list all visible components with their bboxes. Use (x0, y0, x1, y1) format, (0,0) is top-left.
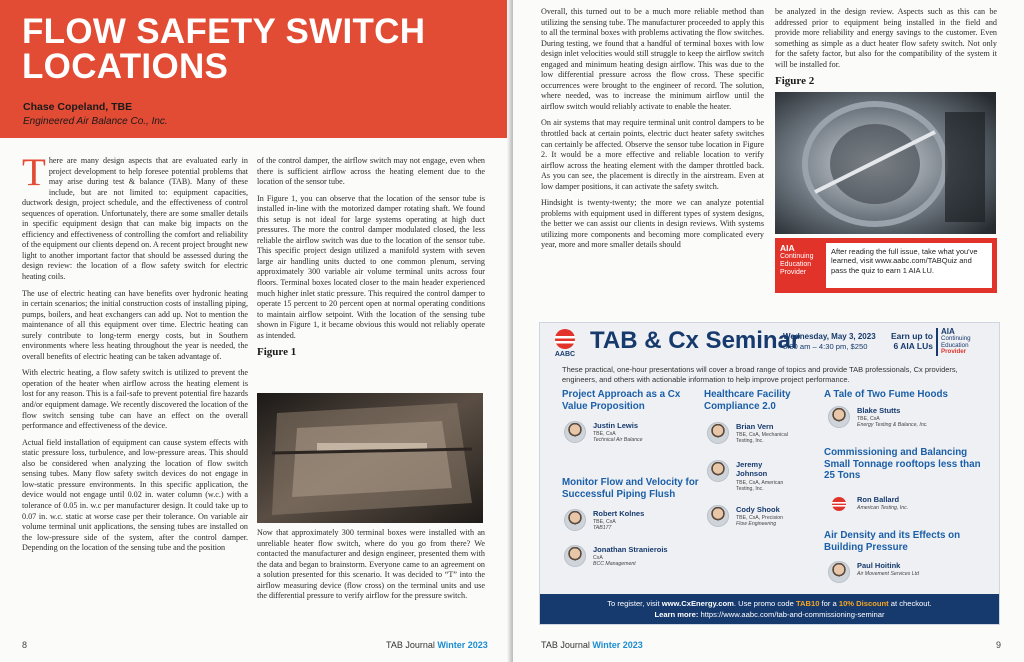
avatar (564, 545, 586, 567)
session-title: A Tale of Two Fume Hoods (824, 389, 948, 400)
right-column-2 (775, 7, 997, 91)
paragraph: be analyzed in the design review. Aspects such as this can be addressed prior to equipment being installed in the field and provide more reliability and energy savings to the customer. Even something as simple as a duct heater flow safety switch. Not only for the safety factor, but also for the compatibility of the system it will be installed for. (775, 7, 997, 69)
article-title: FLOW SAFETY SWITCH LOCATIONS (22, 12, 426, 86)
avatar (707, 505, 729, 527)
avatar (564, 421, 586, 443)
registration-bar[interactable]: To register, visit www.CxEnergy.com. Use promo code TAB10 for a 10% Discount at checkout. Learn more: https://www.aabc.com/tab-and-commissioning-seminar (540, 594, 999, 624)
intro-paragraph: There are many design aspects that are evaluated early in project development to help foresee potential problems that may arise during test & balance (TAB). Many of these include, but are not limited to: equipment capacities, ductwork design, project schedule, and the effectiveness of control sequences of operation. Unfortunately, there are some smaller details in specific equipment design that can make big impacts on the efficiency and effectiveness of controlling the comfort and reliability of the equipment our clients depend on. A recent project brought new light to another important factor that should be assessed during the design review: the location of a flow safety switch for electric heating coils. (22, 151, 248, 282)
seminar-description: These practical, one-hour presentations will cover a broad range of topics and provide TAB professionals, Cx providers, engineers, and others with actionable information to help improve project performance. (562, 365, 958, 384)
seminar-title: TAB & Cx Seminar (590, 327, 801, 354)
promo-code: TAB10 (795, 599, 820, 608)
paragraph: In Figure 1, you can observe that the location of the sensor tube is installed in-line with the motorized damper rotating shaft. We found this setup is not ideal for large systems operating at high duct pressures. The more the control damper modulated closed, the less reliable the airflow switch was due to the location of the sensor tube. This specific project design utilized a manifold system with seven large air handling units ducted to one common plenum, serving approximately 300 variable air volume terminal units across four floors. Terminal boxes located closer to the main header experienced much higher inlet static pressure. This required the control damper to operate 15 percent to 20 percent open at normal operating conditions to maintain airflow setpoint. With the location of the sensing tube shown in Figure 1, it became obvious this would not reliably operate as intended. (257, 193, 485, 340)
session-title: Air Density and its Effects on Building Pressure (824, 530, 961, 553)
seminar-advertisement[interactable]: AABC TAB & Cx Seminar Wednesday, May 3, 2023 8:30 am – 4:30 pm, $250 Earn up to 6 AIA LUs AIA Continuing Education Provider These practical, one-hour presentations will cover a broad range of topics and provide TAB professionals, Cx providers, engineers, and others with actionable information to help improve project performance. Project Approach as a Cx Value Proposition Justin Lewis TBE, CxA Technical Air Balance Monitor Flow and Velocity for Successful Piping Flush Robert Kolnes TBE, CxA TAB177 Jonathan Stranierois CxA BCC Management Healthcare Facility Compliance 2.0 Brian Vern TBE, CxA, Mechanical Testing, Inc. Jeremy Johnson TBE, CxA, American Testing, Inc. Cody Shook TBE, CxA, Precision Flow Engineering A Tale of Two Fume Hoods Blake Stutts TBE, CxA Energy Testing & Balance, Inc. Commissioning and Balancing Small Tonnage rooftops less than 25 Tons Ron Ballard American Testing, Inc. Air Density and its Effects on Building Pressure Paul Hoitink Air Movement Services Ltd To register, visit www.CxEnergy.com. Use promo code TAB10 for a 10% Discount at checkout. Learn more: https://www.aabc.com/tab-and-commissioning-seminar (539, 322, 1000, 625)
avatar (828, 406, 850, 428)
drop-cap: T (22, 151, 46, 194)
left-column-2-continued (257, 528, 485, 608)
figure-2-label: Figure 2 (775, 75, 815, 88)
aabc-logo-icon (828, 495, 850, 517)
paragraph: The use of electric heating can have benefits over hydronic heating in certain scenarios; the initial construction costs of installing piping, pumps, boilers, and heat exchangers can add up. Not to mention the maintenance of all this equipment over time. Electric heating can surely contribute to long-term energy costs, but in Southern environments where less heating throughout the year is needed, the overall benefits of electric heating can be taken advantage of. (22, 288, 248, 361)
seminar-credits: Earn up to 6 AIA LUs (890, 331, 933, 351)
aabc-logo-icon (546, 327, 584, 357)
paragraph: of the control damper, the airflow switch may not engage, even when there is sufficient airflow across the heating element due to the location of the sensor tube. (257, 156, 485, 187)
avatar (707, 460, 729, 482)
session-title: Monitor Flow and Velocity for Successful Piping Flush (562, 477, 699, 500)
left-column-2 (257, 156, 485, 362)
learn-more-link[interactable]: https://www.aabc.com/tab-and-commissioning-seminar (700, 610, 885, 619)
right-column-1 (541, 7, 764, 257)
avatar (828, 561, 850, 583)
seminar-date: Wednesday, May 3, 2023 8:30 am – 4:30 pm, $250 (783, 332, 876, 351)
aia-quiz-text: After reading the full issue, take what you've learned, visit www.aabc.com/TABQuiz and pass the quiz to earn 1 AIA LU. (826, 243, 992, 288)
avatar (707, 422, 729, 444)
session-title: Project Approach as a Cx Value Proposition (562, 389, 681, 412)
paragraph: On air systems that may require terminal unit control dampers to be throttled back at certain points, electric duct heater safety switches can certainly be affected. Observe the sensor tube location in Figure 2. It would be a more effective and reliable location to verify airflow across the heating element with the damper throttled back. As you can see, the placement is directly in the airstream. Even at low damper positions, it can activate the safety switch. (541, 118, 764, 191)
session-title: Healthcare Facility Compliance 2.0 (704, 389, 791, 412)
author-organization: Engineered Air Balance Co., Inc. (23, 116, 168, 127)
author-name: Chase Copeland, TBE (23, 101, 133, 113)
avatar (564, 509, 586, 531)
register-link[interactable]: www.CxEnergy.com (661, 599, 734, 608)
svg-text:AABC: AABC (554, 351, 576, 357)
left-column-1 (22, 151, 248, 560)
figure-1-photo (257, 393, 483, 523)
left-page (0, 0, 511, 662)
journal-footer-right: TAB Journal Winter 2023 (541, 640, 643, 650)
aia-quiz-box (775, 238, 997, 293)
session-title: Commissioning and Balancing Small Tonnage rooftops less than 25 Tons (824, 447, 981, 481)
title-banner (0, 0, 511, 138)
journal-footer-left: TAB Journal Winter 2023 (386, 640, 488, 650)
paragraph: Actual field installation of equipment can cause system effects with static pressure loss, turbulence, and low-pressure areas. This should also be considered when analyzing the location of flow switch sensing tubes. Many flow safety switch devices do not engage in low-static pressure environments. In this specific application, the device would not engage until 0.02 in. water column (w.c.) with a tolerance of 0.05 in. w.c per manufacturer design. It could take up to 0.07 in. w.c. static at worse case per their tolerance. On variable air volume terminal unit applications, the sensing tubes are installed on the low-pressure side of the system, after the control damper. Depending on the location of the sensing tube and the position (22, 437, 248, 553)
paragraph: With electric heating, a flow safety switch is utilized to prevent the operation of the heater when airflow across the heating element is lost for any reason. This is a fail-safe to prevent potential fire hazards and/or equipment damage. We recently discovered the location of the flow switch sensing tube can have an effect on the overall performance and effectiveness of the device. (22, 368, 248, 431)
paragraph: Now that approximately 300 terminal boxes were installed with an unreliable heater flow switch, where do you go from there? We contacted the manufacturer and design engineer, presented them with the data and began to brainstorm. Everyone came to an agreement on a solution presented for this scenario. It was decided to “T” into the airflow measuring device (flow cross) on the terminal units and use the differential pressure to verify airflow for the pressure switch. (257, 528, 485, 601)
figure-1-label: Figure 1 (257, 346, 297, 359)
aia-provider-label: AIA Continuing Education Provider (780, 243, 814, 276)
page-number-right: 9 (996, 640, 1002, 650)
paragraph: Overall, this turned out to be a much more reliable method than utilizing the sensing tube. The manufacturer proceeded to apply this to all the terminal boxes with problems activating the flow switches. During testing, we found that a handful of terminal boxes with low design inlet velocities would still struggle to keep the airflow switch engaged and minimum heating design airflow. This was due to the low differential pressure across the flow cross. These specific occurrences were brought to the engineer of record. The solution, where needed, was to increase the minimum airflow until the airflow switch would reliably activate to enable the heater. (541, 7, 764, 111)
seminar-aia-badge: AIA Continuing Education Provider (936, 328, 996, 356)
page-number-left: 8 (22, 640, 28, 650)
paragraph: Hindsight is twenty-twenty; the more we can analyze potential problems with equipment used in different types of system designs, the better we can assist our clients in design reviews. With systems utilizing more components and becoming more complicated every year, more and more smaller details should (541, 198, 764, 250)
figure-2-photo (775, 92, 996, 234)
